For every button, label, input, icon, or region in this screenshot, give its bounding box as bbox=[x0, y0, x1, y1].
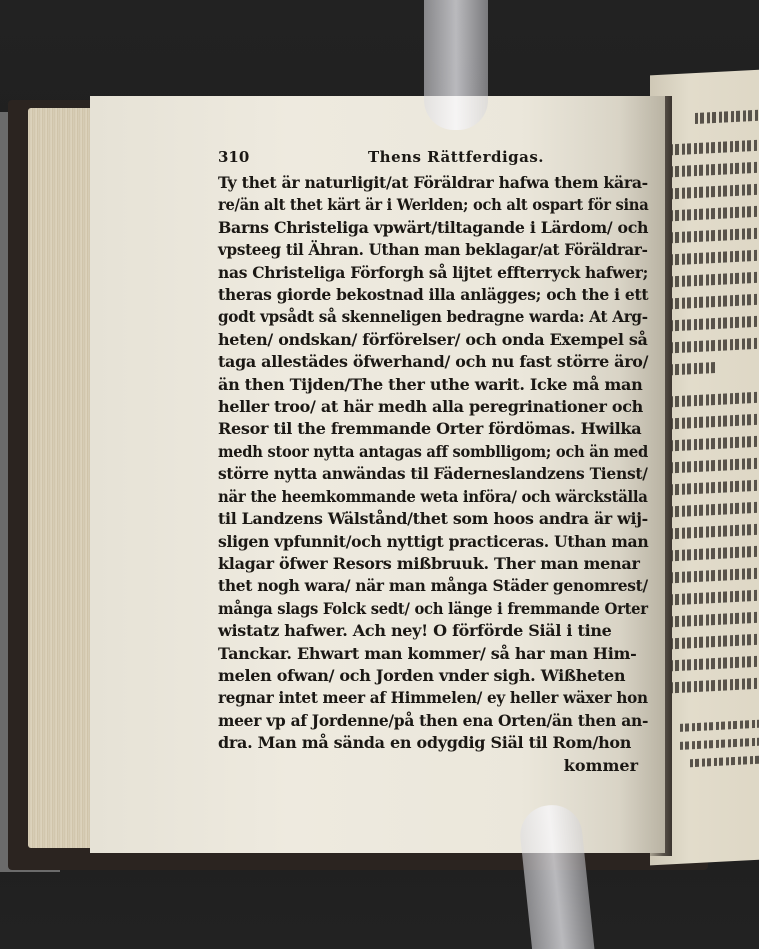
text-line: theras giorde bekostnad illa anlägges; och the i ett bbox=[218, 285, 649, 305]
text-line: sligen vpfunnit/och nyttigt practiceras. Uthan man bbox=[218, 531, 649, 551]
facing-page-text bbox=[690, 756, 759, 768]
facing-page-text bbox=[658, 183, 759, 200]
facing-page-text bbox=[658, 457, 759, 474]
text-line: til Landzens Wälstånd/thet som hoos andra är wij- bbox=[218, 509, 648, 529]
text-line: medh stoor nytta antagas aff somblligom; och än med bbox=[218, 441, 648, 461]
facing-page-text bbox=[658, 391, 759, 408]
facing-page-text bbox=[658, 271, 759, 288]
facing-page-text bbox=[658, 315, 759, 332]
facing-page-text bbox=[658, 655, 759, 672]
facing-page-text bbox=[658, 293, 759, 310]
text-line: godt vpsådt så skenneligen bedragne warda: At Arg- bbox=[218, 307, 648, 327]
facing-page-text bbox=[658, 545, 759, 562]
text-line: heller troo/ at här medh alla peregrinationer och bbox=[218, 397, 643, 417]
text-line: Tanckar. Ehwart man kommer/ så har man Him- bbox=[218, 643, 637, 663]
text-line: nas Christeliga Förforgh så lijtet effterryck hafwer; bbox=[218, 262, 649, 282]
facing-page-text bbox=[658, 567, 759, 584]
text-line: thet nogh wara/ när man många Städer genomrest/ bbox=[218, 576, 648, 596]
text-line: Resor til the fremmande Orter fördömas. Hwilka bbox=[218, 419, 642, 439]
page-block-edge bbox=[28, 108, 98, 848]
facing-page-text bbox=[658, 611, 759, 628]
text-line: meer vp af Jordenne/på then ena Orten/än then an- bbox=[218, 710, 649, 730]
facing-page-text bbox=[658, 479, 759, 496]
text-line: Barns Christeliga vpwärt/tiltagande i Lärdom/ och bbox=[218, 217, 649, 237]
text-line: dra. Man må sända en odygdig Siäl til Rom/hon bbox=[218, 733, 632, 753]
facing-page-text bbox=[658, 677, 759, 694]
page-number: 310 bbox=[218, 148, 250, 166]
facing-page-text bbox=[658, 227, 759, 244]
facing-page-text bbox=[658, 435, 759, 452]
text-line: när the heemkommande weta införa/ och wärckställa bbox=[218, 486, 648, 506]
facing-page-text bbox=[680, 720, 759, 732]
text-line: taga allestädes öfwerhand/ och nu fast större äro/ bbox=[218, 352, 649, 372]
facing-page-text bbox=[680, 737, 759, 750]
text-line: än then Tijden/The ther uthe warit. Icke må man bbox=[218, 374, 643, 394]
text-line: regnar intet meer af Himmelen/ ey heller wäxer hon bbox=[218, 688, 648, 708]
facing-page-text bbox=[658, 589, 759, 606]
facing-page-text bbox=[658, 523, 759, 540]
text-line: heten/ ondskan/ förförelser/ och onda Exempel så bbox=[218, 329, 648, 349]
facing-page-text bbox=[658, 633, 759, 650]
facing-page-text bbox=[658, 413, 759, 430]
page-text bbox=[218, 148, 648, 777]
text-line: wistatz hafwer. Ach ney! O förförde Siäl i tine bbox=[218, 621, 612, 641]
text-line: re/än alt thet kärt är i Werlden; och alt ospart för sina bbox=[218, 195, 649, 215]
page-header bbox=[218, 148, 648, 172]
text-line: klagar öfwer Resors mißbruuk. Ther man menar bbox=[218, 553, 640, 573]
facing-page-text bbox=[658, 249, 759, 266]
text-line: Ty thet är naturligit/at Föräldrar hafwa them kära- bbox=[218, 173, 648, 192]
facing-page-text bbox=[658, 205, 759, 222]
text-line: melen ofwan/ och Jorden vnder sigh. Wißheten bbox=[218, 665, 626, 685]
catchword: kommer bbox=[563, 755, 638, 775]
text-line: vpsteeg til Ähran. Uthan man beklagar/at Föräldrar- bbox=[218, 240, 648, 260]
facing-page-text bbox=[658, 161, 759, 178]
facing-page-text bbox=[695, 109, 759, 124]
text-line: många slags Folck sedt/ och länge i fremmande Orter bbox=[218, 598, 648, 618]
facing-page-text bbox=[658, 337, 759, 354]
top-page-clip bbox=[424, 0, 488, 130]
facing-page-text bbox=[658, 139, 759, 156]
running-head: Thens Rättferdigas. bbox=[368, 148, 545, 166]
text-line: större nytta anwändas til Fäderneslandzens Tienst/ bbox=[218, 464, 648, 484]
facing-page-text bbox=[658, 501, 759, 518]
